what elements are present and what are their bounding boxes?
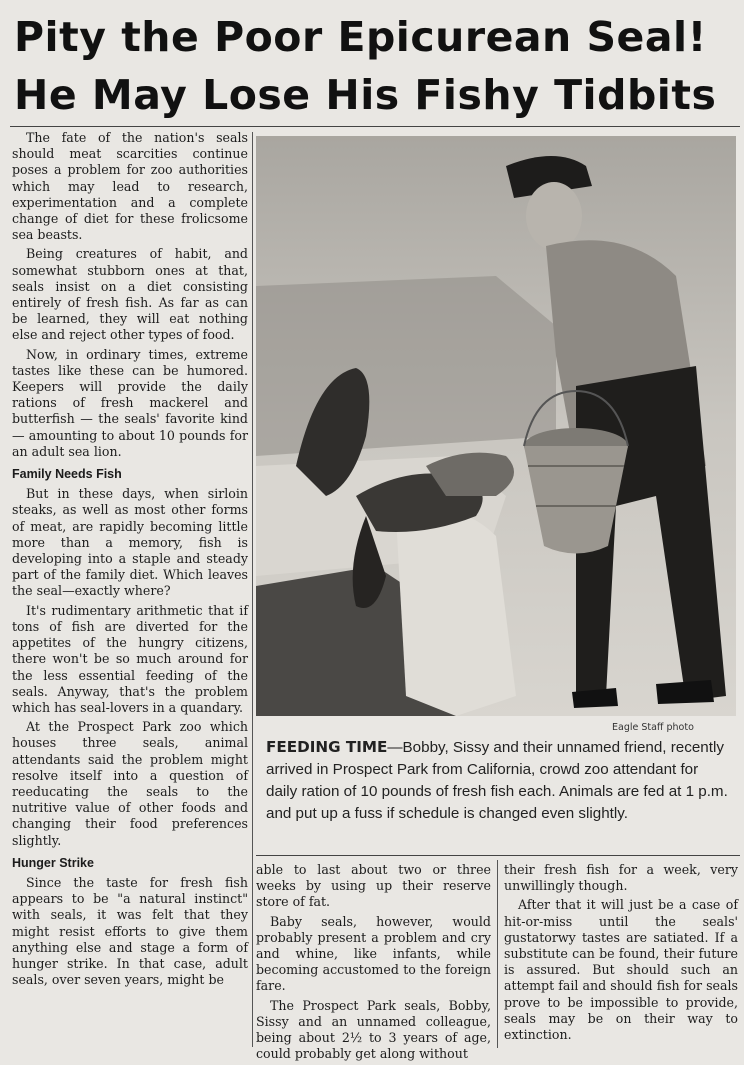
article-column-1	[12, 130, 248, 991]
paragraph: At the Prospect Park zoo which houses three seals, animal attendants said the problem might resolve itself into a question of reeducating the seals to the nutritive value of other foods and changing their food preferences slightly.	[12, 719, 248, 848]
photo-illustration	[256, 136, 736, 716]
photo-credit: Eagle Staff photo	[612, 722, 694, 733]
headline	[14, 8, 738, 124]
paragraph: their fresh fish for a week, very unwillingly though.	[504, 862, 738, 894]
caption-rule	[256, 855, 740, 856]
column-divider	[252, 132, 253, 1047]
subhead-hunger-strike: Hunger Strike	[12, 855, 94, 870]
caption-text: —Bobby, Sissy and their unnamed friend, recently arrived in Prospect Park from California, crowd zoo attendant for daily ration of 10 pounds of fresh fish each. Animals are fed at 1 p.m. and put up a fuss if schedule is changed even slightly.	[266, 739, 728, 822]
paragraph: The Prospect Park seals, Bobby, Sissy and an unnamed colleague, being about 2½ to 3 years of age, could probably get along without	[256, 997, 491, 1062]
caption-lead: FEEDING TIME	[266, 738, 388, 756]
paragraph: Since the taste for fresh fish appears to be "a natural instinct" with seals, it was felt that they might resist efforts to give them anything else and stage a form of hunger strike. In that case, adult seals, over seven years, might be	[12, 874, 248, 988]
paragraph: It's rudimentary arithmetic that if tons of fish are diverted for the appetites of the hungry citizens, there won't be so much around for the less essential feeding of the seals. Anyway, that's the problem which has seal-lovers in a quandary.	[12, 602, 248, 715]
photo-caption	[266, 736, 732, 825]
paragraph: able to last about two or three weeks by using up their reserve store of fat.	[256, 862, 491, 910]
paragraph: Now, in ordinary times, extreme tastes like these can be humored. Keepers will provide the daily rations of fresh mackerel and butterfish — the seals' favorite kind — amounting to about 10 pounds for an adult sea lion.	[12, 346, 248, 459]
paragraph: After that it will just be a case of hit-or-miss until the seals' gustatorwy tastes are satiated. If a substitute can be found, their future is assured. But should such an attempt fail and should fish for seals prove to be impossible to provide, seals may be on their way to extinction.	[504, 897, 738, 1043]
article-column-3	[504, 862, 738, 1046]
subhead-family-needs-fish: Family Needs Fish	[12, 467, 122, 482]
paragraph: Being creatures of habit, and somewhat stubborn ones at that, seals insist on a diet consisting entirely of fresh fish. As far as can be learned, they will eat nothing else and reject other types of food.	[12, 246, 248, 343]
article-column-2	[256, 862, 491, 1065]
feeding-time-photo	[256, 136, 736, 716]
column-divider	[497, 860, 498, 1048]
paragraph: But in these days, when sirloin steaks, as well as most other forms of meat, are rapidly becoming little more than a memory, fish is developing into a staple and steady part of the family diet. Which leaves the seal—exactly where?	[12, 486, 248, 599]
headline-line-2: He May Lose His Fishy Tidbits	[14, 71, 717, 119]
paragraph: Baby seals, however, would probably present a problem and cry and whine, like infants, while becoming accustomed to the foreign fare.	[256, 913, 491, 994]
paragraph: The fate of the nation's seals should meat scarcities continue poses a problem for zoo authorities which may lead to research, experimentation and a complete change of diet for these frolicsome sea beasts.	[12, 130, 248, 243]
headline-line-1: Pity the Poor Epicurean Seal!	[14, 13, 707, 61]
headline-rule	[10, 126, 740, 127]
